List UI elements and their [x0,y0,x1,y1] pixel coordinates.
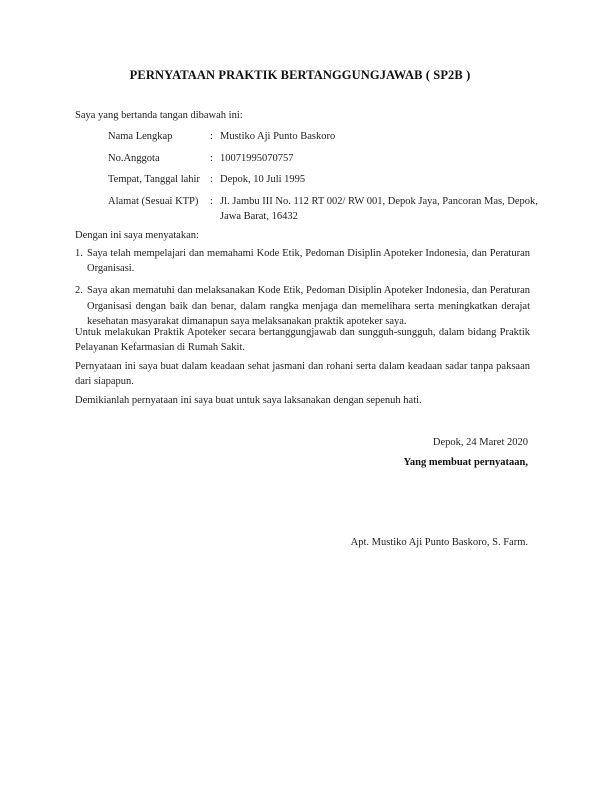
statement-lead: Dengan ini saya menyatakan: [75,230,199,241]
name-value: Mustiko Aji Punto Baskoro [220,131,336,142]
intro-text: Saya yang bertanda tangan dibawah ini: [75,110,243,121]
list-number: 2. [75,285,83,297]
identity-table [108,130,538,224]
birth-label: Tempat, Tanggal lahir [108,174,200,186]
document-title: PERNYATAAN PRAKTIK BERTANGGUNGJAWAB ( SP2B ) [129,68,471,82]
place-date: Depok, 24 Maret 2020 [432,437,528,448]
birth-colon: : [210,174,213,186]
list-number: 1. [75,248,83,259]
statement-list [75,246,530,336]
signer-label: Yang membuat pernyataan, [403,457,528,468]
member-label: No.Anggota [108,152,160,164]
member-value: 10071995070757 [220,152,294,164]
name-colon: : [210,131,213,142]
list-text: Saya telah mempelajari dan memahami Kode Etik, Pedoman Disiplin Apoteker Indonesia, dan Peraturan Organisasi. [87,248,530,275]
identity-row-birth [108,173,538,195]
practice-paragraph: Untuk melakukan Praktik Apoteker secara bertanggungjawab dan sungguh-sungguh, dalam bidang Praktik Pelayanan Kefarmasian di Rumah Sakit. [75,327,530,354]
list-item [75,246,530,276]
address-label: Alamat (Sesuai KTP) [108,196,199,208]
address-value: Jl. Jambu III No. 112 RT 002/ RW 001, Depok Jaya, Pancoran Mas, Depok, Jawa Barat, 16432 [220,196,538,222]
name-label: Nama Lengkap [108,131,173,142]
address-colon: : [210,196,213,208]
identity-row-address [108,195,538,224]
identity-row-member [108,152,538,174]
signer-name: Apt. Mustiko Aji Punto Baskoro, S. Farm. [350,537,528,548]
health-paragraph: Pernyataan ini saya buat dalam keadaan sehat jasmani dan rohani serta dalam keadaan sadar tanpa paksaan dari siapapun. [75,361,530,388]
closing-paragraph: Demikianlah pernyataan ini saya buat untuk saya laksanakan dengan sepenuh hati. [75,395,422,406]
list-text: Saya akan mematuhi dan melaksanakan Kode Etik, Pedoman Disiplin Apoteker Indonesia, dan Peraturan Organisasi dengan baik dan benar, dalam rangka menjaga dan memelihara serta meningkatkan derajat kesehatan masyarakat dimanapun saya melaksanakan praktik apoteker saya. [87,285,530,327]
identity-row-name [108,130,538,152]
list-item [75,283,530,329]
birth-value: Depok, 10 Juli 1995 [220,174,306,186]
member-colon: : [210,152,213,164]
